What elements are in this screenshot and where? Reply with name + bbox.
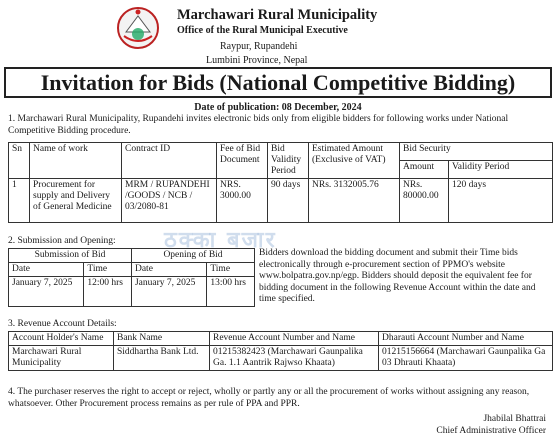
col-validity: Bid Validity Period [268, 143, 309, 179]
note-paragraph: 4. The purchaser reserves the right to accept or reject, wholly or partly any or all the procurement of works without assigning any reason, whatsoever. Other Procurement process remains as per rule of PPA and PPR. [8, 387, 530, 409]
cell-fee: NRS. 3000.00 [217, 179, 268, 223]
submission-heading: 2. Submission and Opening: [8, 236, 116, 246]
col-sec-amount: Amount [400, 161, 449, 179]
cell-account: 01215382423 (Marchawari Gaunpalika Ga. 1.1 Aantrik Rajwso Khaata) [210, 346, 379, 371]
cell-estimate: NRs. 3132005.76 [309, 179, 400, 223]
col-fee: Fee of Bid Document [217, 143, 268, 179]
publication-date: Date of publication: 08 December, 2024 [194, 102, 362, 113]
col-dharauti: Dharauti Account Number and Name [379, 332, 553, 346]
table-row [9, 179, 553, 223]
col-open-date: Date [131, 263, 206, 277]
col-work: Name of work [30, 143, 122, 179]
col-sub-time: Time [84, 263, 132, 277]
col-sub-date: Date [9, 263, 84, 277]
table-row [9, 346, 553, 371]
col-contract: Contract ID [122, 143, 217, 179]
intro-paragraph: 1. Marchawari Rural Municipality, Rupandehi invites electronic bids only from eligible bidders for following works under National Competitive Bidding procedure. [8, 114, 509, 136]
submission-instructions: Bidders download the bidding document and submit their Time bids electronically through e-procurement section of PPMO's website www.bolpatra.gov.np/egp. Bidders should deposit the equivalent fee for bidding document in the following Revenue Account within the date and time specified. [259, 248, 536, 304]
col-holder: Account Holder's Name [9, 332, 114, 346]
submission-table [8, 248, 255, 307]
watermark: ठक्का बजार [164, 228, 277, 253]
signatory-title: Chief Administrative Officer [436, 426, 546, 436]
col-submission: Submission of Bid [9, 249, 132, 263]
address-line-1: Raypur, Rupandehi [220, 41, 298, 52]
cell-sn: 1 [9, 179, 30, 223]
col-account: Revenue Account Number and Name [210, 332, 379, 346]
cell-validity: 90 days [268, 179, 309, 223]
col-estimate: Estimated Amount (Exclusive of VAT) [309, 143, 400, 179]
table-row [9, 277, 255, 307]
cell-dharauti: 01215156664 (Marchawari Gaunpalika Ga 03 Dhrauti Khaata) [379, 346, 553, 371]
org-name: Marchawari Rural Municipality [177, 7, 378, 23]
notice-header [0, 0, 556, 70]
cell-open-date: January 7, 2025 [131, 277, 206, 307]
cell-sec-validity: 120 days [449, 179, 553, 223]
cell-open-time: 13:00 hrs [207, 277, 255, 307]
cell-holder: Marchawari Rural Municipality [9, 346, 114, 371]
cell-sub-date: January 7, 2025 [9, 277, 84, 307]
col-sn: Sn [9, 143, 30, 179]
col-opening: Opening of Bid [131, 249, 254, 263]
col-open-time: Time [207, 263, 255, 277]
col-sec-validity: Validity Period [449, 161, 553, 179]
signatory-name: Jhabilal Bhattrai [483, 414, 546, 424]
col-bank: Bank Name [114, 332, 210, 346]
nepal-emblem-icon [116, 6, 160, 50]
cell-sub-time: 12:00 hrs [84, 277, 132, 307]
cell-bank: Siddhartha Bank Ltd. [114, 346, 210, 371]
revenue-heading: 3. Revenue Account Details: [8, 319, 117, 329]
cell-contract: MRM / RUPANDEHI /GOODS / NCB / 03/2080-81 [122, 179, 217, 223]
office-name: Office of the Rural Municipal Executive [177, 25, 348, 36]
cell-work: Procurement for supply and Delivery of General Medicine [30, 179, 122, 223]
address-line-2: Lumbini Province, Nepal [206, 55, 308, 66]
col-security: Bid Security [400, 143, 553, 161]
cell-sec-amount: NRs. 80000.00 [400, 179, 449, 223]
revenue-table [8, 331, 553, 371]
bids-table [8, 142, 553, 223]
notice-title: Invitation for Bids (National Competitive Bidding) [4, 67, 552, 98]
